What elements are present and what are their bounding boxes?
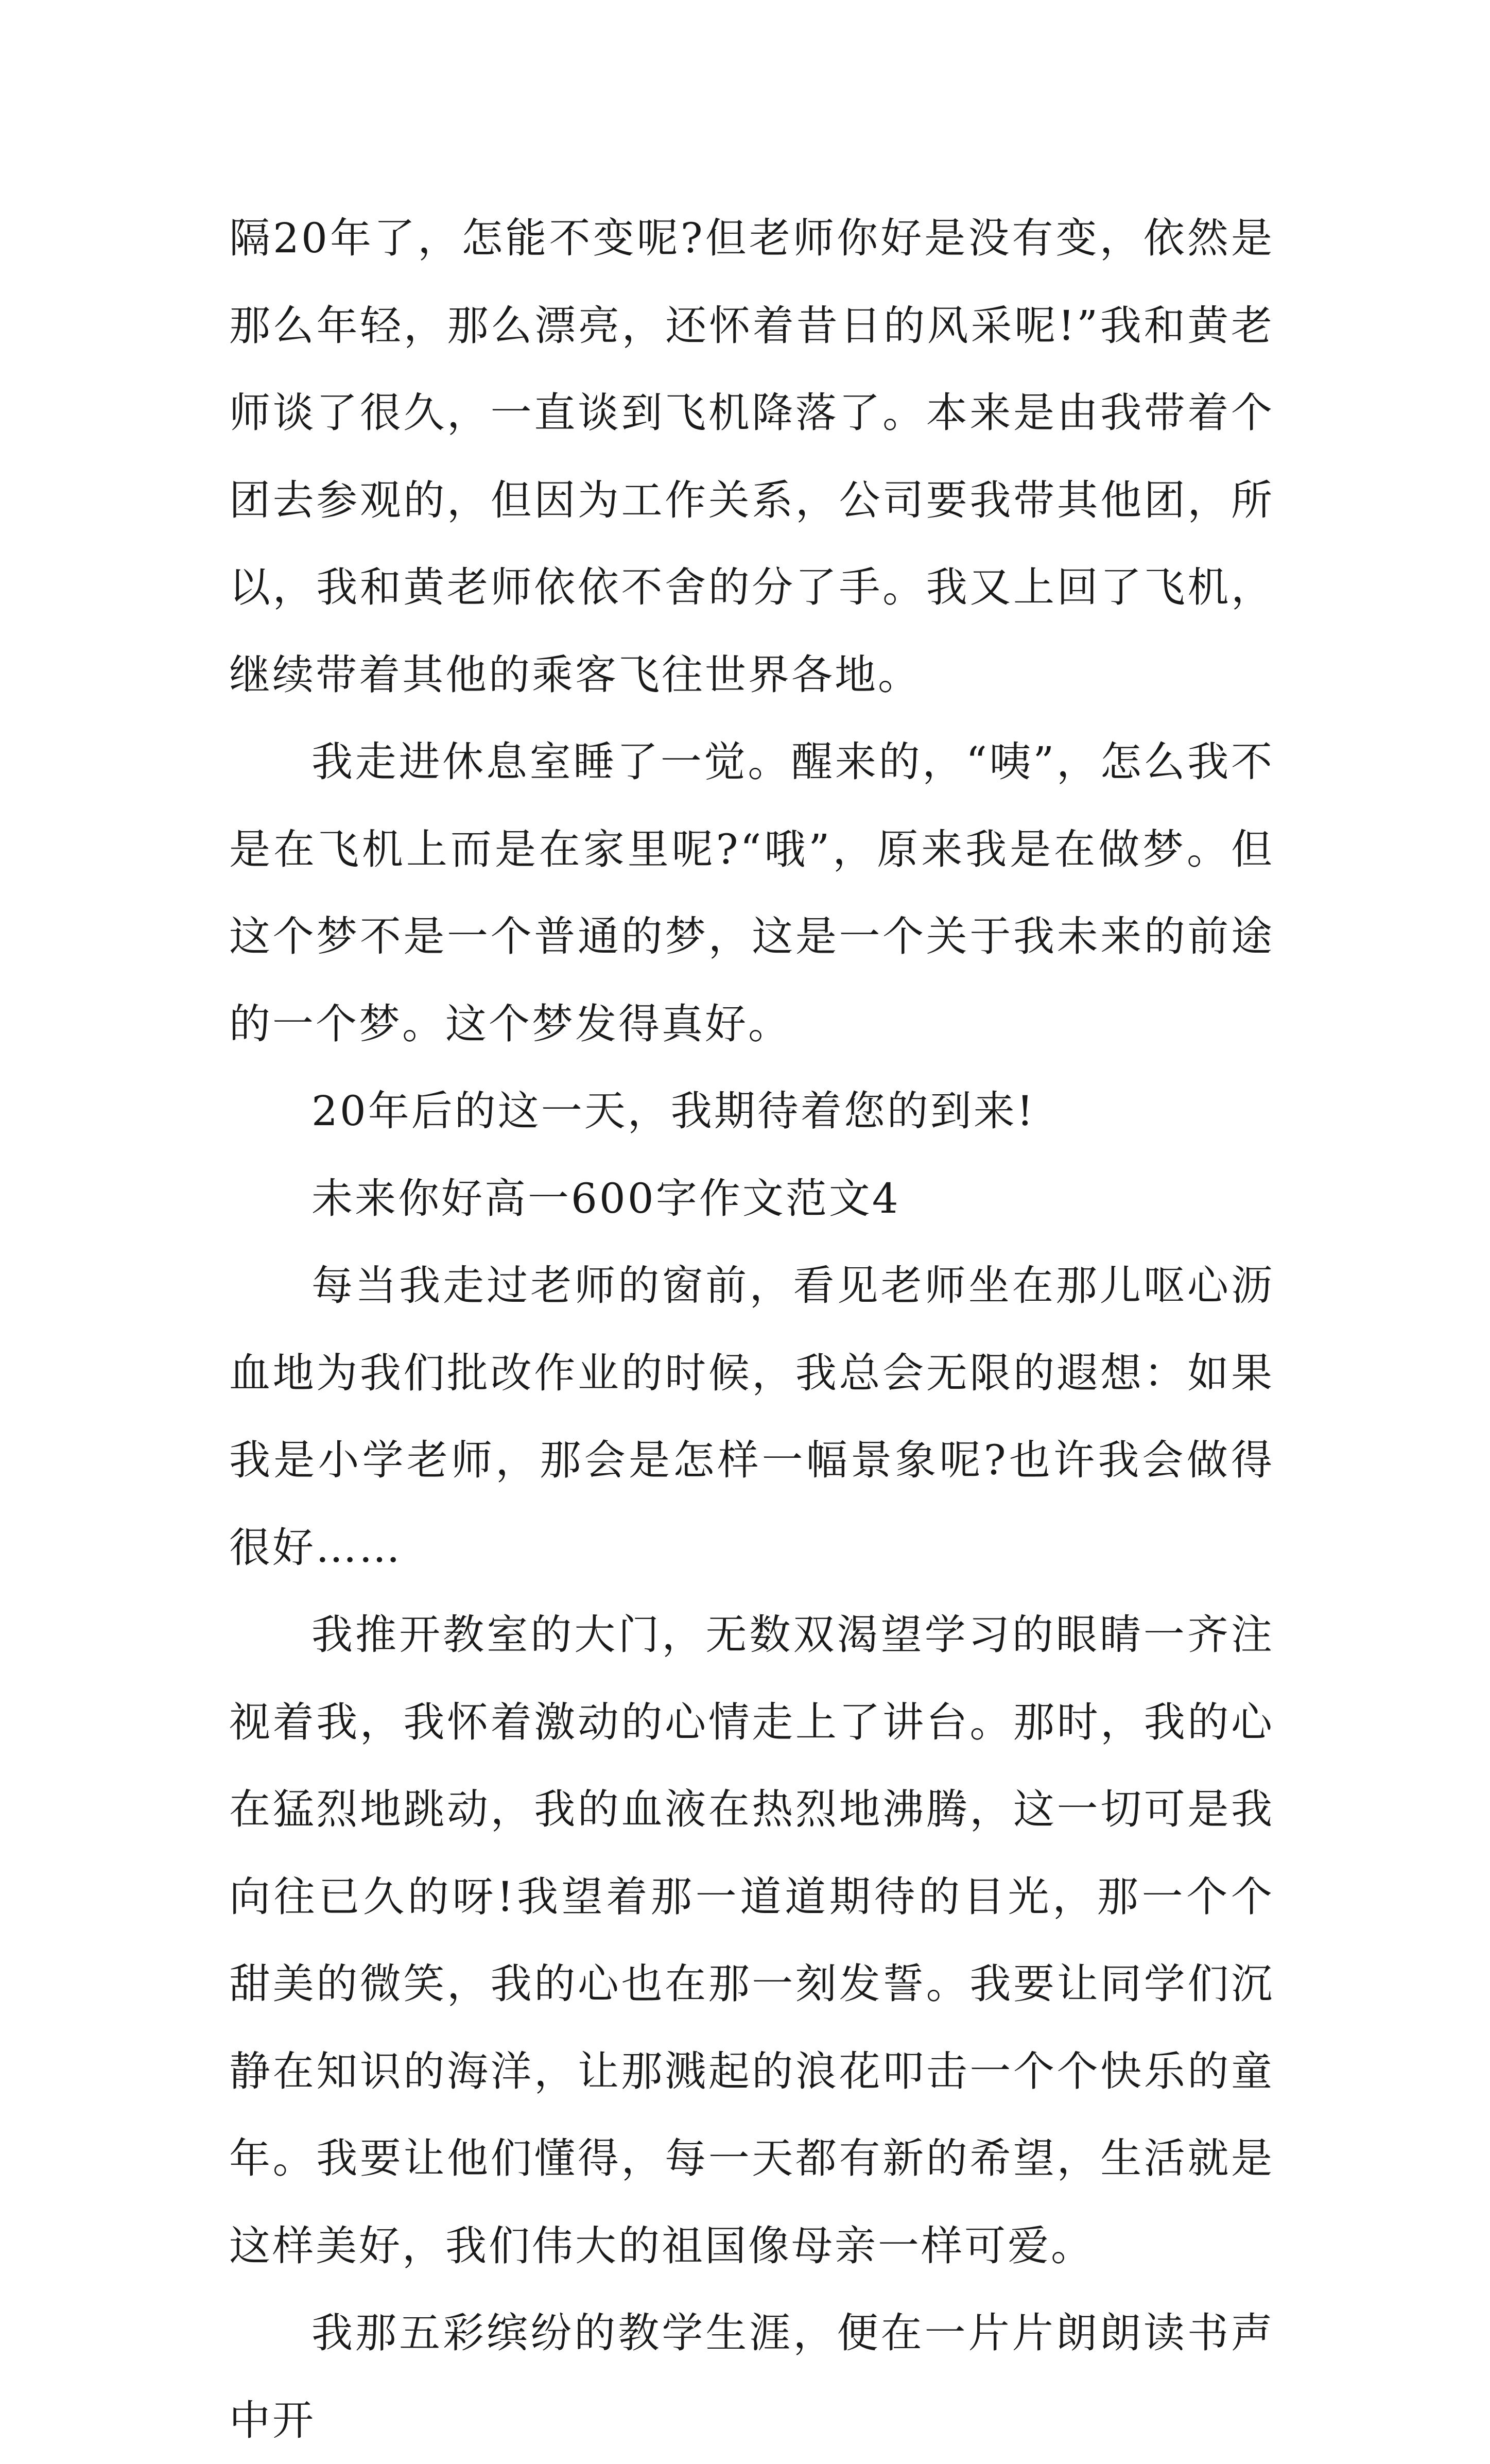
paragraph: 我那五彩缤纷的教学生涯，便在一片片朗朗读书声中开	[229, 2309, 1274, 2444]
paragraph: 每当我走过老师的窗前，看见老师坐在那儿呕心沥血地为我们批改作业的时候，我总会无限的遐想：如果我是小学老师，那会是怎样一幅景象呢?也许我会做得很好……	[229, 1262, 1274, 1572]
paragraph: 隔20年了，怎能不变呢?但老师你好是没有变，依然是那么年轻，那么漂亮，还怀着昔日的风采呢!”我和黄老师谈了很久，一直谈到飞机降落了。本来是由我带着个团去参观的，但因为工作关系，公司要我带其他团，所以，我和黄老师依依不舍的分了手。我又上回了飞机，继续带着其他的乘客飞往世界各地。	[229, 214, 1274, 699]
section-heading: 未来你好高一600字作文范文4	[311, 1174, 900, 1222]
document-body	[229, 195, 1274, 2464]
paragraph: 我走进休息室睡了一觉。醒来的，“咦”，怎么我不是在飞机上而是在家里呢?“哦”，原来我是在做梦。但这个梦不是一个普通的梦，这是一个关于我未来的前途的一个梦。这个梦发得真好。	[229, 738, 1274, 1048]
paragraph: 20年后的这一天，我期待着您的到来!	[311, 1087, 1035, 1135]
paragraph: 我推开教室的大门，无数双渴望学习的眼睛一齐注视着我，我怀着激动的心情走上了讲台。那时，我的心在猛烈地跳动，我的血液在热烈地沸腾，这一切可是我向往已久的呀!我望着那一道道期待的目光，那一个个甜美的微笑，我的心也在那一刻发誓。我要让同学们沉静在知识的海洋，让那溅起的浪花叩击一个个快乐的童年。我要让他们懂得，每一天都有新的希望，生活就是这样美好，我们伟大的祖国像母亲一样可爱。	[229, 1611, 1274, 2270]
